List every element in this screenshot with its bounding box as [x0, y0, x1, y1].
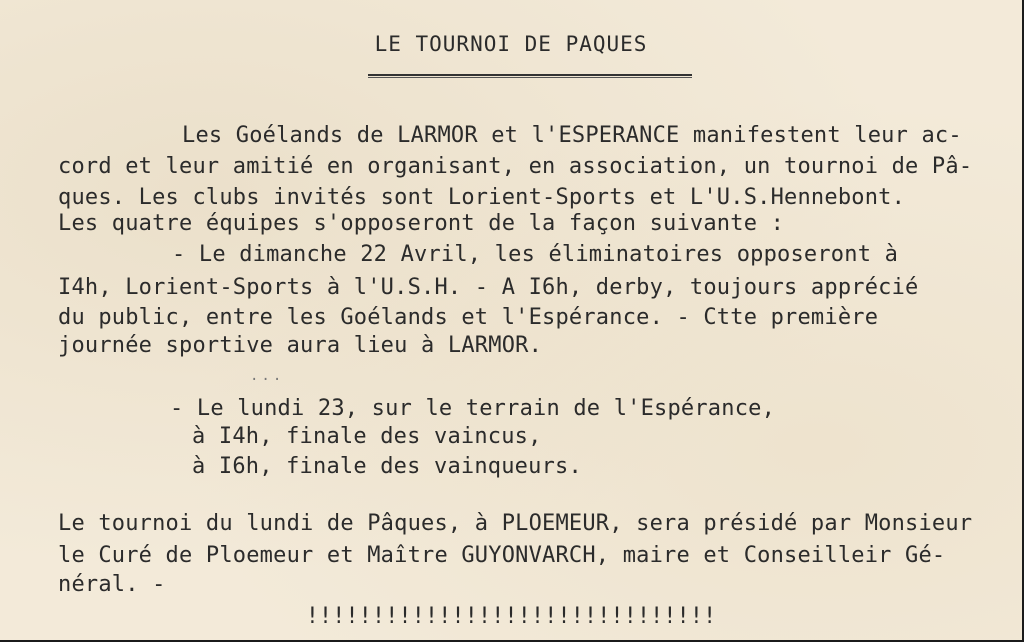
monday-line-2: à I4h, finale des vaincus,: [192, 424, 542, 449]
monday-line-3: à I6h, finale des vainqueurs.: [192, 454, 582, 479]
paragraph-1-line-1: Les Goélands de LARMOR et l'ESPERANCE manifestent leur ac-: [182, 123, 962, 148]
sunday-line-1: - Le dimanche 22 Avril, les éliminatoires opposeront à: [172, 242, 899, 267]
separator-dots: ...: [250, 368, 285, 384]
closing-paragraph-line-1: Le tournoi du lundi de Pâques, à PLOEMEUR, sera présidé par Monsieur: [58, 511, 973, 536]
page-title: LE TOURNOI DE PAQUES: [374, 32, 648, 56]
closing-paragraph-line-2: le Curé de Ploemeur et Maître GUYONVARCH, maire et Conseilleir Gé-: [58, 543, 946, 568]
closing-paragraph-line-3: néral. -: [58, 572, 166, 597]
paragraph-1-line-2: cord et leur amitié en organisant, en association, un tournoi de Pâ-: [58, 154, 973, 179]
title-underline-second: [368, 77, 692, 78]
title-underline: [368, 74, 692, 76]
paragraph-1-line-3: ques. Les clubs invités sont Lorient-Sports et L'U.S.Hennebont.: [58, 185, 906, 210]
sunday-line-4: journée sportive aura lieu à LARMOR.: [58, 333, 543, 358]
paragraph-1-line-4: Les quatre équipes s'opposeront de la façon suivante :: [58, 211, 785, 236]
sunday-line-3: du public, entre les Goélands et l'Espérance. - Ctte première: [58, 305, 879, 330]
closing-exclamation-row: !!!!!!!!!!!!!!!!!!!!!!!!!!!!!!!: [305, 604, 717, 629]
monday-line-1: - Le lundi 23, sur le terrain de l'Espérance,: [170, 396, 776, 421]
sunday-line-2: I4h, Lorient-Sports à l'U.S.H. - A I6h, derby, toujours apprécié: [58, 275, 919, 300]
